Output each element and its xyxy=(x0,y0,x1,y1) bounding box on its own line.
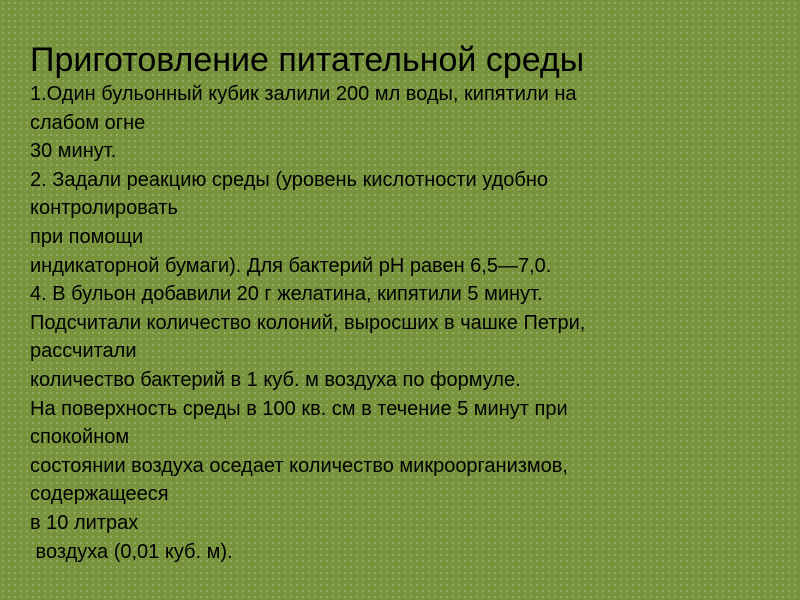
body-line: контролировать xyxy=(30,197,178,220)
body-line: в 10 литрах xyxy=(30,511,139,534)
body-line: при помощи xyxy=(30,225,144,248)
body-line: индикаторной бумаги). Для бактерий pH равен 6,5—7,0. xyxy=(30,254,552,277)
body-line: Подсчитали количество колоний, выросших в чашке Петри, xyxy=(30,311,586,334)
body-line: 4. В бульон добавили 20 г желатина, кипятили 5 минут. xyxy=(30,283,543,306)
body-line: 1.Один бульонный кубик залили 200 мл воды, кипятили на xyxy=(30,83,577,105)
body-line: 2. Задали реакцию среды (уровень кислотности удобно xyxy=(30,168,549,191)
body-line: 30 минут. xyxy=(30,140,117,163)
slide-title: Приготовление питательной среды xyxy=(30,41,585,79)
body-line: рассчитали xyxy=(30,340,137,363)
body-line: содержащееся xyxy=(30,483,169,506)
slide-body xyxy=(30,80,780,566)
body-line: спокойном xyxy=(30,426,130,449)
body-line: На поверхность среды в 100 кв. см в течение 5 минут при xyxy=(30,397,568,420)
body-line: воздуха (0,01 куб. м). xyxy=(30,540,233,563)
slide-content xyxy=(30,40,780,566)
body-line: состоянии воздуха оседает количество микроорганизмов, xyxy=(30,454,568,477)
body-line: количество бактерий в 1 куб. м воздуха по формуле. xyxy=(30,368,521,391)
body-line: слабом огне xyxy=(30,111,146,134)
